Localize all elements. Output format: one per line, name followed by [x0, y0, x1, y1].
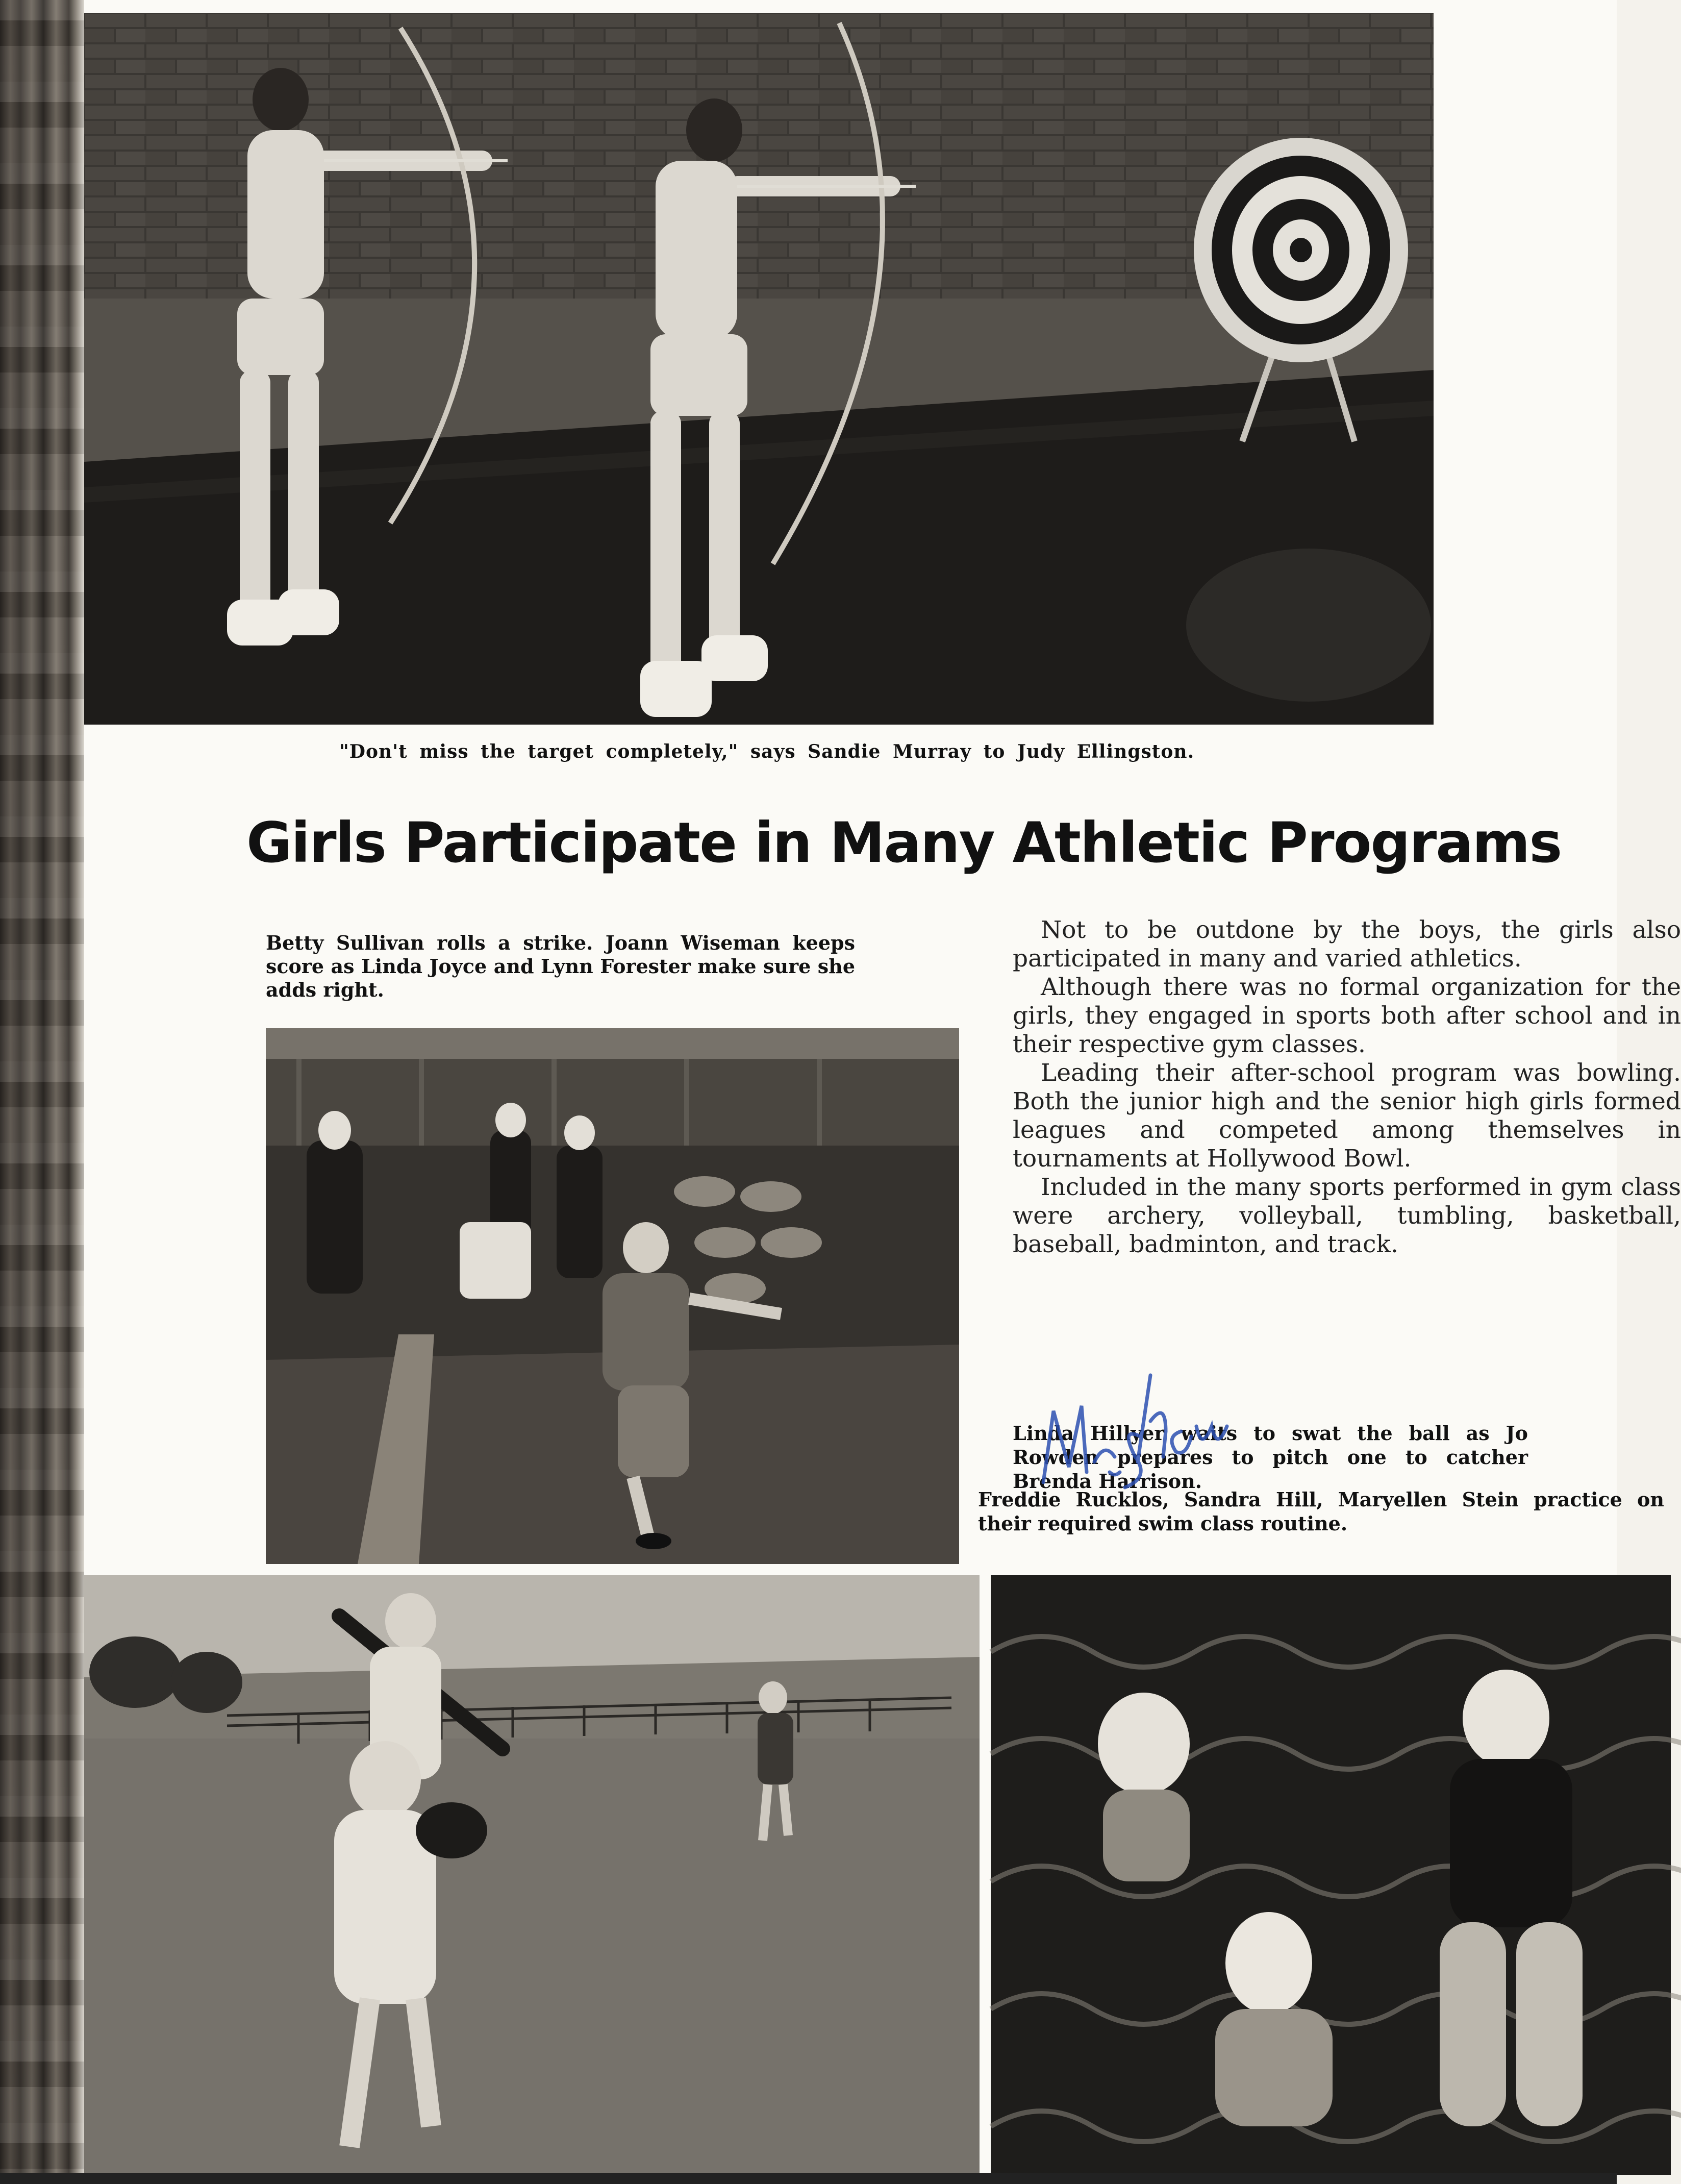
handwritten-signature — [1033, 1355, 1247, 1498]
article-paragraph: Although there was no formal organization for the girls, they engaged in sports both after school and in their respective gym classes. — [1013, 973, 1681, 1058]
softball-caption: Linda Hillyer waits to swat the ball as Jo Rowden prepares to pitch one to catcher Brenda Harrison. — [1013, 1422, 1528, 1493]
article-paragraph: Leading their after-school program was bowling. Both the junior high and the senior high girls formed leagues and competed among themselves in tournaments at Hollywood Bowl. — [1013, 1059, 1681, 1173]
page-title: Girls Participate in Many Athletic Programs — [246, 810, 1562, 875]
book-binding-edge — [0, 0, 84, 2184]
archery-photo — [84, 13, 1434, 725]
page-bottom-edge — [0, 2173, 1617, 2184]
bowling-caption: Betty Sullivan rolls a strike. Joann Wiseman keeps score as Linda Joyce and Lynn Forester make sure she adds right. — [266, 931, 855, 1001]
archery-caption: "Don't miss the target completely," says Sandie Murray to Judy Ellingston. — [339, 741, 1195, 762]
article-paragraph: Not to be outdone by the boys, the girls also participated in many and varied athletics. — [1013, 916, 1681, 973]
yearbook-page — [84, 0, 1681, 2184]
swim-caption: Freddie Rucklos, Sandra Hill, Maryellen Stein practice on their required swim class routine. — [978, 1488, 1664, 1535]
bowling-photo — [266, 1028, 959, 1564]
article-body — [1013, 916, 1681, 1259]
swimming-photo — [991, 1575, 1671, 2175]
softball-photo — [84, 1575, 980, 2175]
article-paragraph: Included in the many sports performed in gym class were archery, volleyball, tumbling, basketball, baseball, badminton, and track. — [1013, 1173, 1681, 1258]
